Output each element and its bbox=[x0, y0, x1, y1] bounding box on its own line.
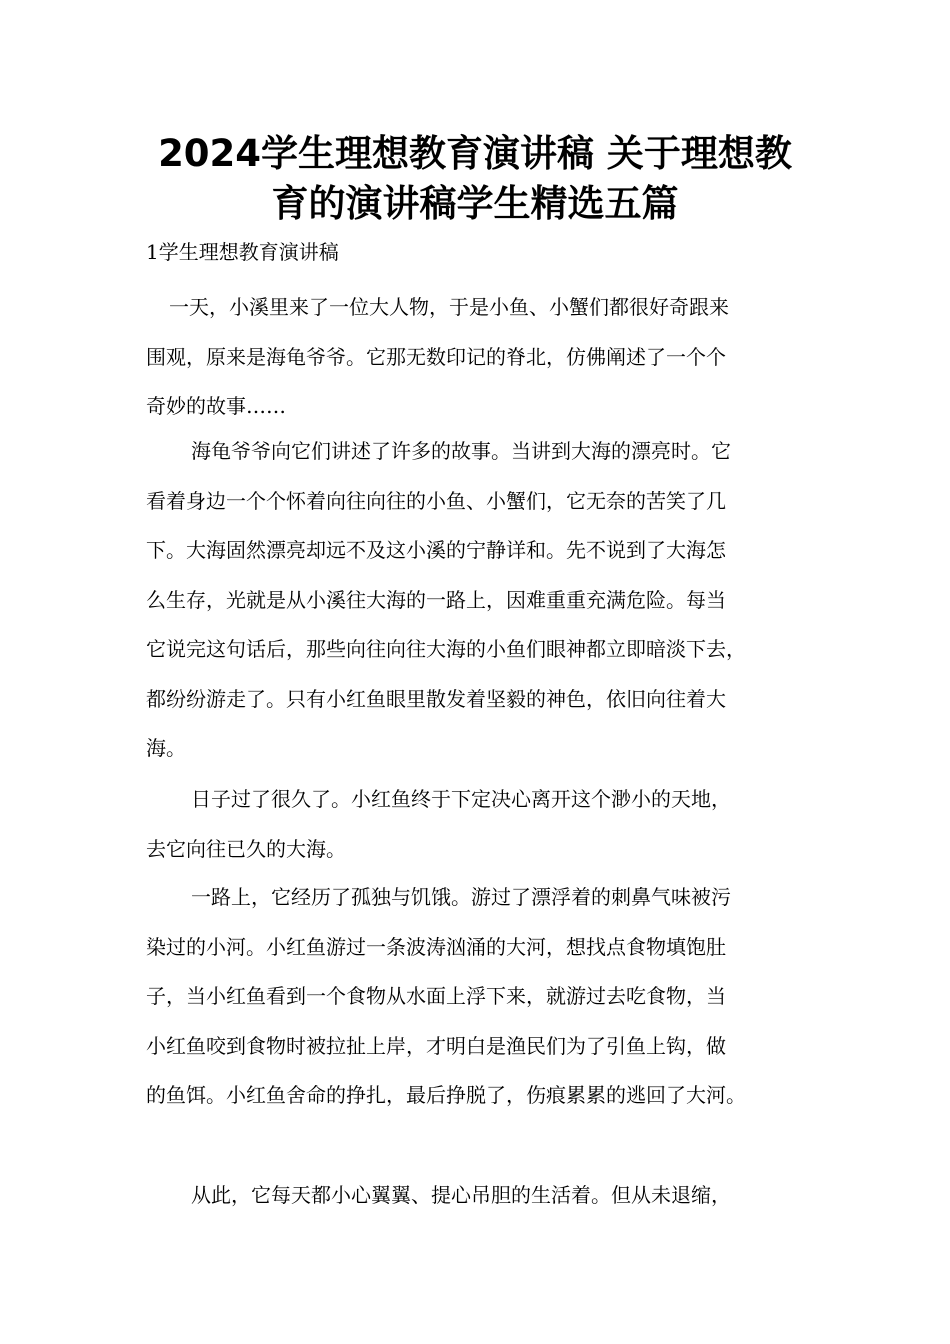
paragraph-line: 看着身边一个个怀着向往向往的小鱼、小蟹们，它无奈的苦笑了几 bbox=[146, 488, 726, 513]
paragraph-line: 下。大海固然漂亮却远不及这小溪的宁静详和。先不说到了大海怎 bbox=[146, 538, 726, 562]
document-title-line-2: 育的演讲稿学生精选五篇 bbox=[271, 182, 679, 225]
paragraph-line: 么生存，光就是从小溪往大海的一路上，因难重重充满危险。每当 bbox=[146, 587, 726, 612]
paragraph-line: 奇妙的故事…… bbox=[146, 394, 286, 418]
paragraph-line: 小红鱼咬到食物时被拉扯上岸，才明白是渔民们为了引鱼上钩，做 bbox=[146, 1033, 726, 1058]
paragraph-line: 一路上，它经历了孤独与饥饿。游过了漂浮着的刺鼻气味被污 bbox=[191, 885, 731, 909]
paragraph-line: 从此，它每天都小心翼翼、提心吊胆的生活着。但从未退缩， bbox=[191, 1183, 731, 1207]
paragraph-3 bbox=[146, 775, 826, 874]
paragraph-line: 围观，原来是海龟爷爷。它那无数印记的脊北，仿佛阐述了一个个 bbox=[146, 344, 726, 369]
paragraph-1 bbox=[146, 283, 826, 432]
paragraph-line: 都纷纷游走了。只有小红鱼眼里散发着坚毅的神色，依旧向往着大 bbox=[146, 686, 726, 711]
paragraph-line: 一天，小溪里来了一位大人物，于是小鱼、小蟹们都很好奇跟来 bbox=[169, 295, 729, 319]
paragraph-line: 日子过了很久了。小红鱼终于下定决心离开这个渺小的天地， bbox=[191, 787, 731, 811]
paragraph-line: 海龟爷爷向它们讲述了许多的故事。当讲到大海的漂亮时。它 bbox=[191, 439, 731, 463]
paragraph-line: 海。 bbox=[146, 736, 186, 760]
paragraph-line: 它说完这句话后，那些向往向往大海的小鱼们眼神都立即暗淡下去， bbox=[146, 637, 746, 661]
paragraph-5 bbox=[146, 1171, 826, 1221]
section-heading: 1学生理想教育演讲稿 bbox=[146, 240, 339, 264]
paragraph-line: 子，当小红鱼看到一个食物从水面上浮下来，就游过去吃食物，当 bbox=[146, 984, 726, 1008]
paragraph-line: 的鱼饵。小红鱼舍命的挣扎，最后挣脱了，伤痕累累的逃回了大河。 bbox=[146, 1083, 746, 1107]
paragraph-line: 染过的小河。小红鱼游过一条波涛汹涌的大河，想找点食物填饱肚 bbox=[146, 934, 726, 959]
paragraph-2 bbox=[146, 427, 826, 774]
paragraph-line: 去它向往已久的大海。 bbox=[146, 836, 346, 861]
document-title-line-1: 2024学生理想教育演讲稿 关于理想教 bbox=[158, 132, 792, 175]
paragraph-4 bbox=[146, 873, 826, 1121]
